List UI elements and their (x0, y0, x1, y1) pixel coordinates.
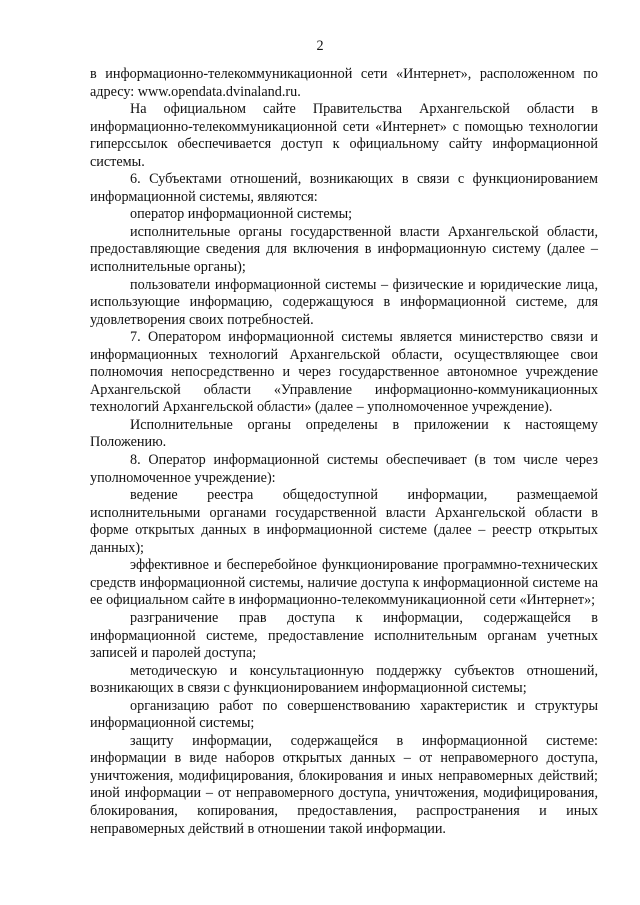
paragraph: 8. Оператор информационной системы обеспечивает (в том числе через уполномоченное учреждение): (90, 452, 598, 486)
paragraph: разграничение прав доступа к информации, содержащейся в информационной системе, предоставление исполнительным органам учетных записей и паролей доступа; (90, 609, 598, 662)
paragraph: оператор информационной системы; (130, 206, 353, 223)
paragraph: 6. Субъектами отношений, возникающих в связи с функционированием информационной системы, являются: (90, 171, 598, 205)
paragraph: пользователи информационной системы – физические и юридические лица, использующие информацию, содержащуюся в информационной системе, для удовлетворения своих потребностей. (90, 276, 598, 328)
paragraph: Исполнительные органы определены в приложении к настоящему Положению. (90, 416, 598, 451)
paragraph: ведение реестра общедоступной информации, размещаемой исполнительными органами государственной власти Архангельской области в форме открытых данных в информационной системе (далее – реестр открытых данных); (90, 487, 598, 556)
paragraph: 7. Оператором информационной системы является министерство связи и информационных технологий Архангельской области, осуществляющее свои полномочия непосредственно и через государственное автономное учреждение Архангельской области «Управление информационно-коммуникационных технологий Архангельской области» (далее – уполномоченное учреждение). (90, 329, 598, 416)
paragraph: На официальном сайте Правительства Архангельской области в информационно-телекоммуникационной сети «Интернет» с помощью технологии гиперссылок обеспечивается доступ к официальному сайту информационной системы. (90, 101, 598, 170)
paragraph: организацию работ по совершенствованию характеристик и структуры информационной системы; (90, 697, 598, 732)
page-number: 2 (316, 38, 324, 54)
paragraph: эффективное и бесперебойное функционирование программно-технических средств информационной системы, наличие доступа к информационной системе на ее официальном сайте в информационно-телекоммуникационной сети «Интернет»; (90, 557, 598, 609)
paragraph: защиту информации, содержащейся в информационной системе: информации в виде наборов открытых данных – от неправомерного доступа, уничтожения, модифицирования, блокирования и иных неправомерных действий; иной информации – от неправомерного доступа, уничтожения, модифицирования, блокирования, копирования, предоставления, распространения и иных неправомерных действий в отношении такой информации. (90, 732, 598, 837)
paragraph: методическую и консультационную поддержку субъектов отношений, возникающих в связи с функционированием информационной системы; (90, 662, 598, 697)
document-body (90, 66, 598, 838)
paragraph: исполнительные органы государственной власти Архангельской области, предоставляющие сведения для включения в информационную систему (далее – исполнительные органы); (90, 223, 598, 276)
paragraph: в информационно-телекоммуникационной сети «Интернет», расположенном по адресу: www.opendata.dvinaland.ru. (90, 66, 598, 100)
